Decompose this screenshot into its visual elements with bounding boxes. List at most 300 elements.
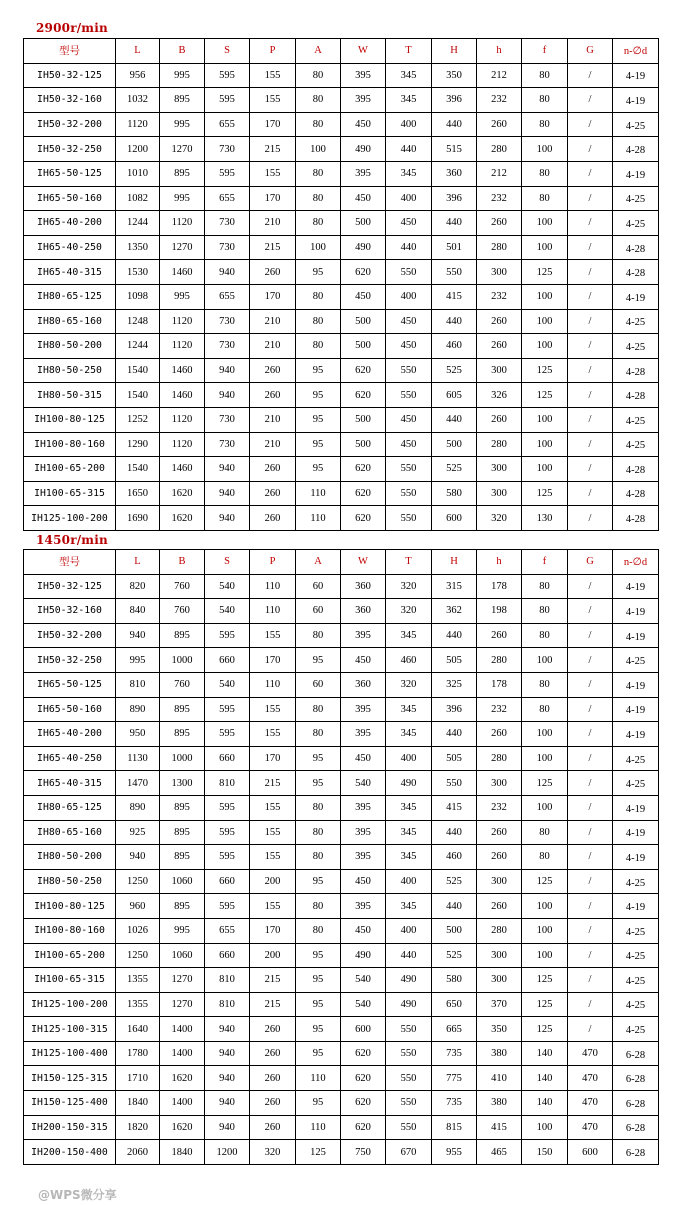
table-cell: 1840 [116,1091,160,1116]
table-cell: 525 [432,358,477,383]
model-cell: IH80-65-160 [24,820,116,845]
table-cell: 155 [250,161,296,186]
table-cell: 995 [160,112,205,137]
table-cell: 1120 [160,432,205,457]
model-cell: IH100-65-315 [24,481,116,506]
model-cell: IH200-150-400 [24,1140,116,1165]
table-cell: / [568,211,613,236]
table-cell: 1200 [205,1140,250,1165]
table-row [24,260,659,285]
table-cell: 280 [477,746,522,771]
spec-table-1450 [23,549,659,1165]
column-header: G [568,550,613,575]
table-cell: 1470 [116,771,160,796]
table-cell: 450 [341,284,386,309]
table-row [24,481,659,506]
table-cell: 155 [250,63,296,88]
table-cell: 1620 [160,1066,205,1091]
table-row [24,309,659,334]
table-cell: 95 [296,992,341,1017]
table-cell: 4-19 [613,623,659,648]
table-cell: 415 [432,795,477,820]
table-cell: 620 [341,1066,386,1091]
table-cell: 345 [386,894,432,919]
column-header: S [205,550,250,575]
table-cell: 400 [386,746,432,771]
column-header: f [522,550,568,575]
table-cell: 410 [477,1066,522,1091]
table-cell: 95 [296,943,341,968]
table-cell: 4-25 [613,407,659,432]
table-cell: 170 [250,648,296,673]
table-cell: 400 [386,284,432,309]
table-cell: 100 [522,284,568,309]
table-cell: 895 [160,845,205,870]
table-cell: 360 [341,599,386,624]
table-cell: 4-19 [613,820,659,845]
table-cell: 280 [477,235,522,260]
table-cell: 80 [522,845,568,870]
table-cell: 995 [160,918,205,943]
table-cell: 345 [386,795,432,820]
table-cell: 4-28 [613,457,659,482]
table-cell: 450 [386,309,432,334]
table-cell: 95 [296,457,341,482]
table-cell: 300 [477,481,522,506]
table-cell: 600 [341,1017,386,1042]
table-cell: 95 [296,771,341,796]
table-cell: 95 [296,407,341,432]
table-cell: 345 [386,623,432,648]
table-cell: 470 [568,1041,613,1066]
table-cell: 260 [250,260,296,285]
table-cell: 956 [116,63,160,88]
table-cell: 100 [522,334,568,359]
table-cell: 125 [522,383,568,408]
table-cell: 80 [522,186,568,211]
model-cell: IH150-125-400 [24,1091,116,1116]
table-cell: 440 [432,211,477,236]
table-cell: 400 [386,112,432,137]
table-cell: 4-25 [613,334,659,359]
table-cell: 345 [386,845,432,870]
column-header: L [116,550,160,575]
table-cell: 440 [432,309,477,334]
table-cell: 395 [341,697,386,722]
table-cell: 170 [250,186,296,211]
table-cell: 1000 [160,746,205,771]
table-cell: 260 [250,358,296,383]
table-cell: 360 [432,161,477,186]
table-cell: 200 [250,943,296,968]
section-title-2900: 2900r/min [36,21,108,35]
table-cell: 140 [522,1041,568,1066]
table-cell: 550 [386,1115,432,1140]
table-cell: 6-28 [613,1066,659,1091]
table-cell: 80 [296,309,341,334]
table-cell: 940 [205,481,250,506]
table-cell: 775 [432,1066,477,1091]
table-cell: 100 [522,894,568,919]
table-cell: 950 [116,722,160,747]
table-cell: 155 [250,88,296,113]
table-cell: 80 [296,161,341,186]
table-cell: 178 [477,574,522,599]
table-cell: 260 [477,845,522,870]
table-cell: 525 [432,869,477,894]
table-cell: 1060 [160,869,205,894]
table-cell: 155 [250,623,296,648]
table-cell: 100 [522,1115,568,1140]
table-cell: 895 [160,894,205,919]
table-cell: 4-19 [613,795,659,820]
model-cell: IH65-50-160 [24,186,116,211]
table-cell: / [568,648,613,673]
table-cell: 215 [250,992,296,1017]
table-cell: 500 [341,211,386,236]
table-cell: 450 [386,334,432,359]
table-cell: 4-25 [613,746,659,771]
table-cell: 140 [522,1091,568,1116]
table-cell: / [568,161,613,186]
header-row [24,39,659,64]
table-cell: 4-25 [613,869,659,894]
table-cell: / [568,260,613,285]
table-cell: 100 [522,746,568,771]
table-cell: 4-25 [613,1017,659,1042]
table-cell: / [568,506,613,531]
table-cell: 260 [250,481,296,506]
table-cell: 1460 [160,383,205,408]
table-cell: 260 [477,894,522,919]
table-cell: 1780 [116,1041,160,1066]
table-cell: 4-19 [613,722,659,747]
table-cell: 540 [205,599,250,624]
table-cell: 1640 [116,1017,160,1042]
table-cell: 1032 [116,88,160,113]
table-cell: 1530 [116,260,160,285]
table-cell: 260 [250,1041,296,1066]
model-cell: IH80-65-125 [24,795,116,820]
table-cell: 60 [296,599,341,624]
table-cell: 395 [341,88,386,113]
table-cell: 650 [432,992,477,1017]
table-cell: 110 [296,506,341,531]
column-header: h [477,550,522,575]
table-cell: 300 [477,869,522,894]
table-cell: 655 [205,186,250,211]
table-cell: 895 [160,820,205,845]
table-cell: 215 [250,235,296,260]
table-row [24,186,659,211]
table-cell: 80 [296,722,341,747]
table-cell: 4-19 [613,894,659,919]
table-cell: 1060 [160,943,205,968]
table-row [24,820,659,845]
table-cell: 395 [341,820,386,845]
table-cell: 890 [116,795,160,820]
table-cell: 170 [250,746,296,771]
column-header: f [522,39,568,64]
model-cell: IH50-32-200 [24,112,116,137]
table-cell: 80 [296,334,341,359]
table-cell: 940 [205,1115,250,1140]
model-cell: IH50-32-160 [24,88,116,113]
table-cell: 730 [205,309,250,334]
model-cell: IH150-125-315 [24,1066,116,1091]
column-header: A [296,39,341,64]
table-cell: 1620 [160,506,205,531]
table-cell: 2060 [116,1140,160,1165]
table-cell: 820 [116,574,160,599]
table-cell: 1400 [160,1041,205,1066]
table-cell: 400 [386,869,432,894]
table-cell: 4-25 [613,432,659,457]
table-cell: 1540 [116,383,160,408]
table-cell: 1250 [116,869,160,894]
table-cell: 345 [386,722,432,747]
table-cell: 260 [477,334,522,359]
table-cell: / [568,574,613,599]
column-header: P [250,550,296,575]
table-cell: 95 [296,746,341,771]
table-cell: 490 [341,235,386,260]
table-cell: 360 [341,672,386,697]
table-cell: 396 [432,186,477,211]
table-cell: 210 [250,407,296,432]
model-cell: IH200-150-315 [24,1115,116,1140]
table-cell: 325 [432,672,477,697]
column-header: n-∅d [613,550,659,575]
table-cell: 4-19 [613,63,659,88]
table-cell: 1400 [160,1091,205,1116]
table-cell: 750 [341,1140,386,1165]
table-cell: / [568,112,613,137]
table-cell: 1120 [160,334,205,359]
table-row [24,1140,659,1165]
table-cell: 95 [296,968,341,993]
model-cell: IH50-32-160 [24,599,116,624]
table-cell: 580 [432,968,477,993]
table-cell: 4-25 [613,211,659,236]
table-cell: 380 [477,1041,522,1066]
table-row [24,845,659,870]
table-cell: 1098 [116,284,160,309]
table-cell: / [568,746,613,771]
table-cell: 995 [160,186,205,211]
model-cell: IH100-80-125 [24,894,116,919]
table-cell: 550 [386,1066,432,1091]
table-cell: 100 [522,211,568,236]
table-cell: 80 [296,186,341,211]
table-cell: 1270 [160,968,205,993]
table-cell: 450 [386,407,432,432]
table-cell: 100 [522,918,568,943]
table-cell: 995 [160,63,205,88]
table-cell: 1250 [116,943,160,968]
table-cell: 620 [341,457,386,482]
table-cell: 940 [205,506,250,531]
table-cell: 95 [296,383,341,408]
table-cell: 895 [160,161,205,186]
table-row [24,746,659,771]
table-cell: 396 [432,697,477,722]
table-cell: 125 [296,1140,341,1165]
table-row [24,1091,659,1116]
table-cell: 995 [116,648,160,673]
table-cell: 100 [522,457,568,482]
header-row [24,550,659,575]
table-row [24,599,659,624]
table-cell: 210 [250,432,296,457]
table-cell: 1010 [116,161,160,186]
table-cell: 730 [205,407,250,432]
table-cell: 4-25 [613,112,659,137]
table-cell: 80 [296,894,341,919]
table-cell: 1460 [160,457,205,482]
table-cell: 100 [522,137,568,162]
table-cell: 345 [386,63,432,88]
table-cell: 345 [386,88,432,113]
table-cell: 460 [432,845,477,870]
model-cell: IH80-50-250 [24,358,116,383]
model-cell: IH65-40-250 [24,235,116,260]
table-cell: 1710 [116,1066,160,1091]
table-cell: 660 [205,648,250,673]
table-cell: 345 [386,161,432,186]
table-cell: 550 [386,457,432,482]
table-cell: 660 [205,746,250,771]
model-cell: IH125-100-200 [24,992,116,1017]
table-cell: 125 [522,358,568,383]
model-cell: IH65-40-250 [24,746,116,771]
table-cell: 280 [477,648,522,673]
table-cell: 395 [341,795,386,820]
table-cell: 595 [205,795,250,820]
table-cell: 730 [205,137,250,162]
table-row [24,407,659,432]
table-cell: 1355 [116,992,160,1017]
table-cell: 80 [296,211,341,236]
table-cell: 400 [386,918,432,943]
table-cell: 100 [296,137,341,162]
table-cell: / [568,672,613,697]
table-cell: 440 [432,820,477,845]
table-cell: 620 [341,383,386,408]
table-cell: 440 [386,943,432,968]
model-cell: IH65-50-125 [24,672,116,697]
table-cell: 60 [296,672,341,697]
table-cell: 550 [386,481,432,506]
column-header: A [296,550,341,575]
table-cell: 155 [250,795,296,820]
table-cell: 440 [432,623,477,648]
table-cell: 260 [250,1066,296,1091]
table-cell: 550 [386,358,432,383]
table-cell: 540 [341,771,386,796]
table-cell: / [568,820,613,845]
table-cell: 95 [296,1017,341,1042]
table-cell: 80 [296,88,341,113]
table-cell: 100 [522,648,568,673]
table-cell: 260 [477,309,522,334]
table-cell: 210 [250,334,296,359]
table-cell: 4-28 [613,260,659,285]
column-header: G [568,39,613,64]
table-cell: / [568,943,613,968]
table-cell: 450 [341,869,386,894]
table-cell: 595 [205,820,250,845]
model-cell: IH65-40-200 [24,211,116,236]
table-cell: 155 [250,697,296,722]
model-cell: IH80-65-160 [24,309,116,334]
table-cell: / [568,383,613,408]
table-row [24,894,659,919]
table-cell: 345 [386,820,432,845]
table-cell: 1355 [116,968,160,993]
table-cell: 396 [432,88,477,113]
table-cell: 4-28 [613,383,659,408]
table-cell: 620 [341,1041,386,1066]
table-cell: 670 [386,1140,432,1165]
table-cell: 260 [250,383,296,408]
table-cell: 95 [296,869,341,894]
table-cell: / [568,63,613,88]
table-cell: 1690 [116,506,160,531]
table-cell: 150 [522,1140,568,1165]
table-cell: 80 [296,63,341,88]
table-cell: 400 [386,186,432,211]
table-cell: 450 [341,918,386,943]
table-cell: 525 [432,943,477,968]
table-cell: 395 [341,623,386,648]
table-cell: / [568,697,613,722]
table-cell: 125 [522,1017,568,1042]
table-cell: 110 [250,599,296,624]
column-header: L [116,39,160,64]
table-cell: 350 [432,63,477,88]
model-cell: IH125-100-200 [24,506,116,531]
model-cell: IH80-50-250 [24,869,116,894]
table-cell: 140 [522,1066,568,1091]
table-cell: 940 [205,1091,250,1116]
table-cell: 440 [432,722,477,747]
table-cell: 280 [477,918,522,943]
table-cell: 260 [250,1017,296,1042]
model-cell: IH100-80-125 [24,407,116,432]
table-cell: 450 [386,211,432,236]
model-cell: IH80-50-200 [24,334,116,359]
table-cell: 100 [522,943,568,968]
model-cell: IH80-50-315 [24,383,116,408]
model-cell: IH100-65-315 [24,968,116,993]
table-cell: 550 [386,1041,432,1066]
table-row [24,795,659,820]
table-cell: 1130 [116,746,160,771]
table-cell: / [568,845,613,870]
table-cell: 125 [522,869,568,894]
table-cell: 300 [477,968,522,993]
table-cell: 810 [205,992,250,1017]
table-cell: 4-19 [613,845,659,870]
table-cell: 4-28 [613,358,659,383]
table-cell: 300 [477,943,522,968]
table-cell: 4-25 [613,968,659,993]
column-header: T [386,39,432,64]
table-cell: / [568,334,613,359]
table-cell: 515 [432,137,477,162]
table-cell: 940 [205,1066,250,1091]
